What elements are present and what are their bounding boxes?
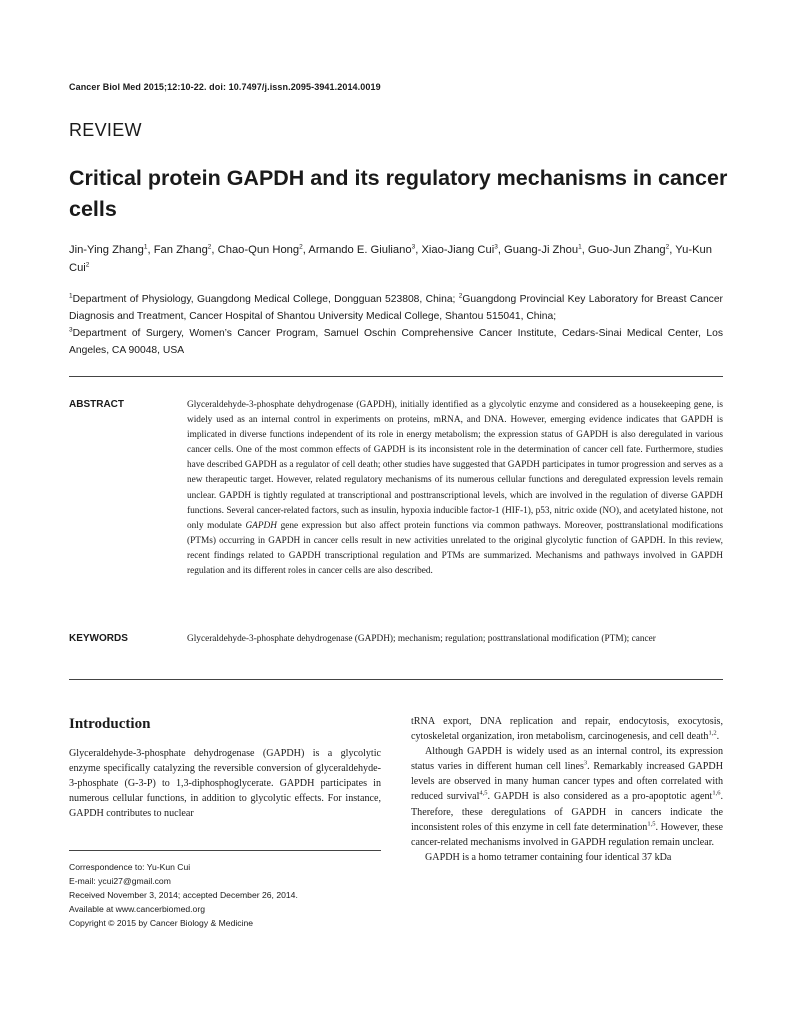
author: Jin-Ying Zhang$^1$,: [69, 243, 154, 256]
journal-citation: Cancer Biol Med 2015;12:10-22. doi: 10.7497/j.issn.2095-3941.2014.0019: [69, 82, 381, 92]
correspondence: Correspondence to: Yu-Kun Cui: [69, 862, 191, 872]
author: Yu-Kun Cui$^2$: [69, 244, 712, 274]
paragraph: tRNA export, DNA replication and repair, endocytosis, exocytosis, cytoskeletal organization, iron metabolism, carcinogenesis, and cell death$^{1,2}$.: [411, 716, 723, 743]
received-date: Received November 3, 2014; accepted December 26, 2014.: [69, 890, 298, 901]
paragraph: Glyceraldehyde-3-phosphate dehydrogenase (GAPDH) is a glycolytic enzyme specifically catalyzing the reversible conversion of glyceraldehyde-3-phosphate (G-3-P) to 1,3-diphosphoglycerate. GAPDH participates in numerous cellular functions, in addition to glycolytic effects. For instance, GAPDH contributes to nuclear: [69, 748, 381, 820]
article-title: Critical protein GAPDH and its regulatory mechanisms in cancer cells: [69, 166, 728, 221]
affiliation: Department of Surgery, Women’s Cancer Program, Samuel Oschin Comprehensive Cancer Institute, Cedars-Sinai Medical Center, Los Angeles, CA 90048, USA: [69, 328, 723, 356]
author: Armando E. Giuliano$^3$,: [308, 243, 422, 256]
keywords-label: KEYWORDS: [69, 633, 128, 644]
keywords-text: Glyceraldehyde-3-phosphate dehydrogenase (GAPDH); mechanism; regulation; posttranslational modification (PTM); cancer: [187, 634, 656, 644]
author: Guo-Jun Zhang$^2$,: [587, 243, 676, 256]
author: Xiao-Jiang Cui$^3$,: [421, 243, 505, 256]
body-column-right: [411, 714, 723, 865]
email: E-mail: ycui27@gmail.com: [69, 876, 171, 887]
author: Guang-Ji Zhou$^1$,: [504, 243, 588, 256]
abstract-text: Glyceraldehyde-3-phosphate dehydrogenase (GAPDH), initially identified as a glycolytic enzyme and considered as a housekeeping gene, is widely used as an internal control in experiments on proteins, mRNA, and DNA. However, emerging evidence indicates that GAPDH is implicated in diverse functions independent of its role in energy metabolism; the expression status of GAPDH is also deregulated in various cancer cells. One of the most common effects of GAPDH is its inconsistent role in the determination of cancer cell fate. Furthermore, studies have described GAPDH as a regulator of cell death; other studies have suggested that GAPDH participates in tumor progression and serves as a new therapeutic target. However, related regulatory mechanisms of its numerous cellular functions and deregulated expression levels remain unclear. GAPDH is tightly regulated at transcriptional and posttranscriptional levels, which are involved in the regulation of diverse GAPDH functions. Several cancer-related factors, such as insulin, hypoxia inducible factor-1 (HIF-1), p53, nitric oxide (NO), and acetylated histone, not only modulate GAPDH gene expression but also affect protein functions via common pathways. Moreover, posttranslational modifications (PTMs) occurring in GAPDH in cancer cells result in new activities unrelated to the original glycolytic function of GAPDH. In this review, recent findings related to GAPDH transcriptional regulation and PTMs are summarized. Mechanisms and pathways involved in GAPDH regulation and its different roles in cancer cells are also described.: [187, 400, 723, 577]
paragraph: GAPDH is a homo tetramer containing four identical 37 kDa: [425, 851, 672, 863]
author: Fan Zhang$^2$,: [153, 243, 218, 256]
section-heading-introduction: Introduction: [69, 716, 151, 732]
affiliation: Department of Physiology, Guangdong Medical College, Dongguan 523808, China;: [72, 294, 459, 305]
divider-bottom: [69, 679, 723, 680]
body-column-left: [69, 746, 381, 821]
copyright: Copyright © 2015 by Cancer Biology & Medicine: [69, 918, 254, 929]
author-list: [69, 241, 729, 277]
divider-top: [69, 376, 723, 377]
affiliation: Guangdong Provincial Key Laboratory for Breast Cancer Diagnosis and Treatment, Cancer Hospital of Shantou University Medical College, Shantou 515041, China;: [69, 294, 723, 322]
section-label: REVIEW: [69, 120, 142, 140]
affiliations: $^1$Department of Physiology, Guangdong Medical College, Dongguan 523808, China; $^2$Guangdong Provincial Key Laboratory for Breast Cancer Diagnosis and Treatment, Cancer Hospital of Shantou University Medical College, Shantou 515041, China; $^3$Department of Surgery, Women’s Cancer Program, Samuel Oschin Comprehensive Cancer Institute, Cedars-Sinai Medical Center, Los Angeles, CA 90048, USA: [69, 292, 723, 356]
availability: Available at www.cancerbiomed.org: [69, 904, 205, 915]
footnotes: [69, 860, 389, 930]
author: Chao-Qun Hong$^2$,: [217, 243, 309, 256]
paragraph: Although GAPDH is widely used as an internal control, its expression status varies in different human cell lines$^3$. Remarkably increased GAPDH levels are observed in many human cancer types and often correlated with reduced survival$^{4,5}$. GAPDH is also considered as a pro-apoptotic agent$^{1,6}$. Therefore, these deregulations of GAPDH in cancers indicate the inconsistent roles of this enzyme in cell fate determination$^{1,5}$. However, these cancer-related mechanisms involved in GAPDH regulation remain unclear.: [411, 746, 723, 848]
footnote-divider: [69, 850, 381, 851]
abstract-label: ABSTRACT: [69, 399, 124, 410]
